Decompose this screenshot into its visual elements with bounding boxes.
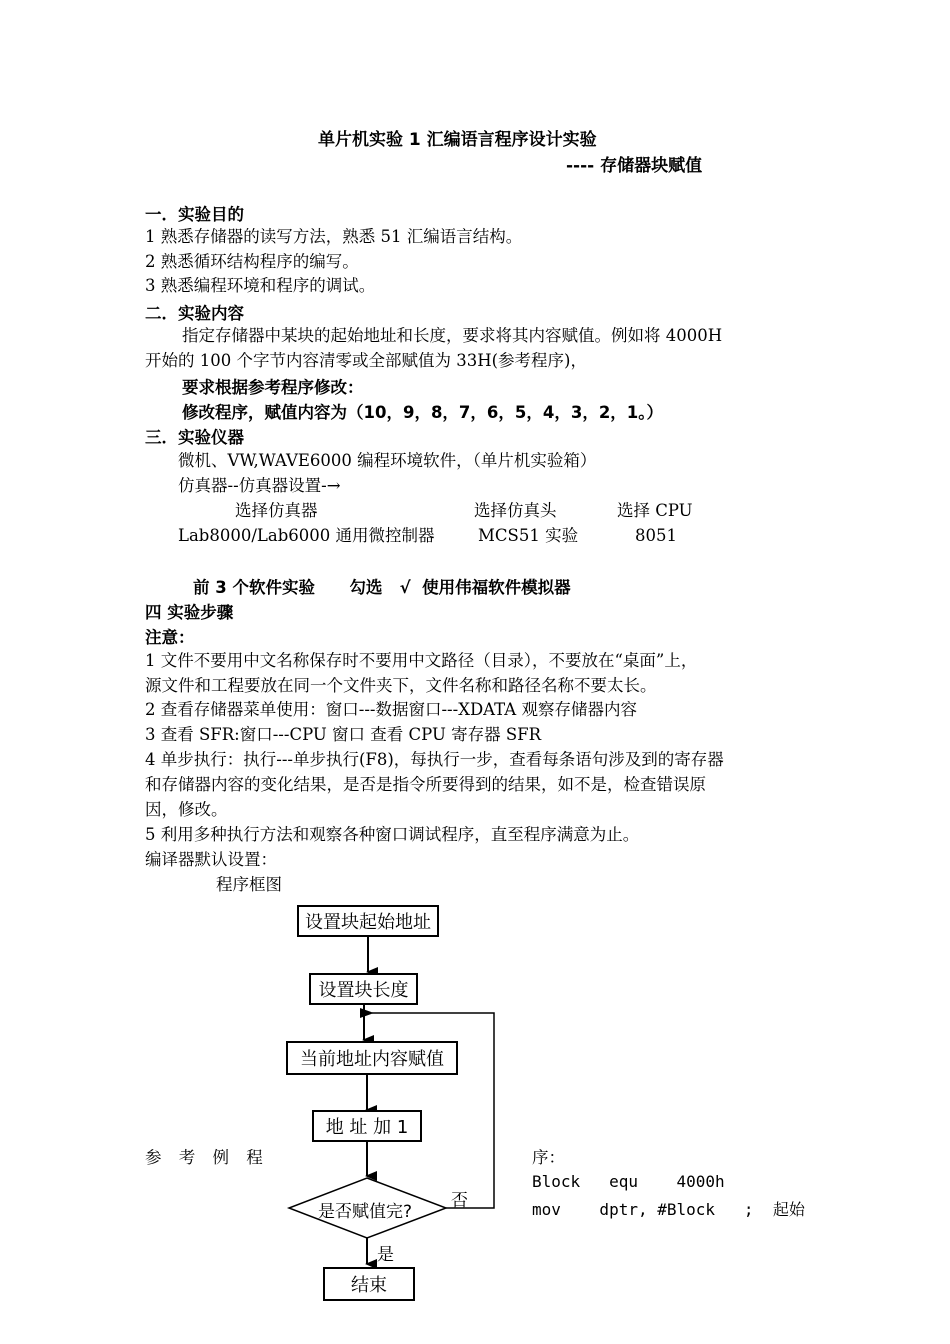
step1-line2: 源文件和工程要放在同一个文件夹下，文件名称和路径名称不要太长。 <box>145 676 657 695</box>
step4-line3: 因，修改。 <box>145 800 228 819</box>
section2-requirement-1: 要求根据参考程序修改： <box>182 378 364 397</box>
flowchart-caption: 程序框图 <box>216 875 282 894</box>
flow-box-assign: 当前地址内容赋值 <box>286 1041 458 1075</box>
step2: 2 查看存储器菜单使用：窗口---数据窗口---XDATA 观察存储器内容 <box>145 700 637 719</box>
section1-heading: 一．实验目的 <box>145 205 244 224</box>
table-header-cpu: 选择 CPU <box>617 501 693 520</box>
code-line-2: mov dptr, #Block ; 起始 <box>532 1200 805 1219</box>
section3-heading: 三．实验仪器 <box>145 428 244 447</box>
page-title: 单片机实验 1 汇编语言程序设计实验 <box>318 130 597 150</box>
reference-label-left: 参 考 例 程 <box>145 1148 269 1167</box>
flow-no-label: 否 <box>451 1191 468 1211</box>
flow-box-set-start: 设置块起始地址 <box>297 905 439 937</box>
section1-item-2: 2 熟悉循环结构程序的编写。 <box>145 252 359 271</box>
step5: 5 利用多种执行方法和观察各种窗口调试程序，直至程序满意为止。 <box>145 825 640 844</box>
section3-line1: 微机、VW,WAVE6000 编程环境软件，（单片机实验箱） <box>178 451 597 470</box>
section2-para-line1: 指定存储器中某块的起始地址和长度，要求将其内容赋值。例如将 4000H <box>182 326 723 345</box>
step4-line2: 和存储器内容的变化结果，是否是指令所要得到的结果，如不是，检查错误原 <box>145 775 706 794</box>
code-line-1: Block equ 4000h <box>532 1172 725 1191</box>
table-value-head: MCS51 实验 <box>478 526 579 545</box>
section2-para-line2: 开始的 100 个字节内容清零或全部赋值为 33H(参考程序)， <box>145 351 587 370</box>
flow-box-set-length: 设置块长度 <box>309 973 418 1005</box>
page-subtitle: ---- 存储器块赋值 <box>566 156 703 176</box>
section2-heading: 二．实验内容 <box>145 304 244 323</box>
section1-item-3: 3 熟悉编程环境和程序的调试。 <box>145 276 376 295</box>
section4-heading: 四 实验步骤 <box>145 603 234 622</box>
step1-line1: 1 文件不要用中文名称保存时不要用中文路径（目录），不要放在“桌面”上， <box>145 651 698 670</box>
compiler-settings: 编译器默认设置： <box>145 850 277 869</box>
table-value-emulator: Lab8000/Lab6000 通用微控制器 <box>178 526 435 545</box>
section3-note: 前 3 个软件实验 勾选 √ 使用伟福软件模拟器 <box>193 578 571 597</box>
flow-box-increment: 地 址 加 1 <box>312 1110 422 1142</box>
section1-item-1: 1 熟悉存储器的读写方法，熟悉 51 汇编语言结构。 <box>145 227 523 246</box>
table-header-emulator: 选择仿真器 <box>235 501 318 520</box>
step4-line1: 4 单步执行：执行---单步执行(F8)，每执行一步，查看每条语句涉及到的寄存器 <box>145 750 724 769</box>
section2-requirement-2: 修改程序，赋值内容为（10，9，8，7，6，5，4，3，2，1。） <box>182 403 664 422</box>
step3: 3 查看 SFR:窗口---CPU 窗口 查看 CPU 寄存器 SFR <box>145 725 542 744</box>
table-header-head: 选择仿真头 <box>474 501 557 520</box>
table-value-cpu: 8051 <box>635 526 677 545</box>
flow-box-end: 结束 <box>323 1267 415 1301</box>
attention-label: 注意： <box>145 628 195 647</box>
flow-decision-label: 是否赋值完? <box>318 1202 413 1222</box>
reference-label-right: 序： <box>532 1148 565 1167</box>
section3-line2: 仿真器--仿真器设置-→ <box>178 476 341 495</box>
flow-yes-label: 是 <box>377 1245 394 1265</box>
